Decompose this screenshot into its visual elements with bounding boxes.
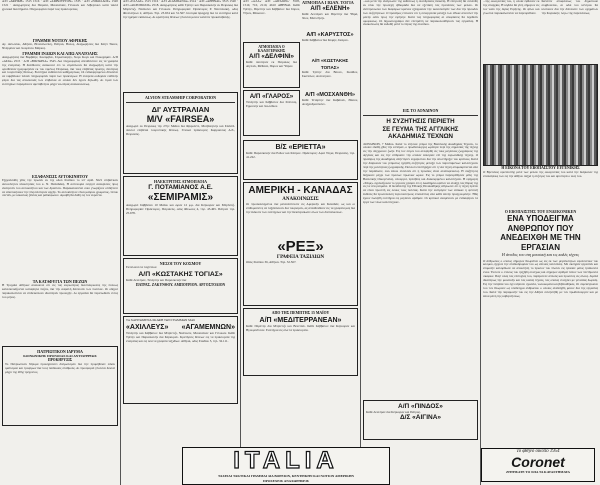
body-text: Τετάρτην και Σάββατον δια Σπέτσας, Ερμιόνην και Λεωνίδιον. bbox=[246, 100, 297, 108]
body-text: Αναχωρήσεις δια Βομβάην, Κολόμβον, Σιγκαπούρην, Χογκ Κογκ και Γιοκοχάμαν. Α/Π «ΑΣΙΑ» 2515 · Α/Π «ΒΙΚΤΩΡΙΑ» 3545. Δια πληροφορίας απευθυντέον εις τα γραφεία της εταιρείας. Η διεύθυνσις ανακοινοί ότι το ατμόπλοιον θα αναχωρήση κατά την ορισθείσαν ημερομηνίαν εκ του λιμένος Πειραιώς, δια τους επιβάτας πρώτης, δευτέρας και τουριστικής θέσεως. Εισιτήρια εκδίδονται καθημερινώς. Οι ενδιαφερόμενοι δύνανται να λαμβάνουν πάσαν πληροφορίαν παρά των πρακτόρων. Η εταιρεία ουδεμίαν ευθύνην φέρει δια τας αποσκευάς των επιβατών αι οποίαι δεν έχουν δηλωθή. Αι τιμαί των εισιτηρίων παραμένουν αμετάβλητοι μέχρι νεωτέρας ανακοινώσεως. bbox=[2, 54, 118, 87]
column-4 bbox=[361, 0, 480, 485]
body-text: Κάθε Τετάρτην δια Καβάλαν, Θάσον, Αλεξανδρούπολιν. bbox=[301, 98, 358, 106]
ship-name: Δ/Σ «ΑΙΓΙΝΑ» bbox=[399, 414, 441, 422]
ad-title: ΑΤΜΟΠΛΑ Ι ΙΩΑΝ. ΤΟΓΙΑ bbox=[301, 0, 354, 5]
notice-label: ΠΡΟΚΗΡΥΞΙΣ bbox=[47, 357, 73, 362]
body-text: Κάθε Παρασκευήν δια Ρόδον και Κύπρον. Πράκτορες: Αφοί Τόγια, Πειραιεύς, τηλ. 41.222. bbox=[246, 151, 355, 159]
ad-line: ΤΑΧΕΙΑΙ ΤΑΚΤΙΚΑΙ ΓΡΑΜΜΑΙ ΔΙΑ ΒΟΡΕΙΟΝ, ΚΕΝΤΡΙΚΗΝ ΚΑΙ ΝΟΤΙΟΝ ΑΜΕΡΙΚΗΝ bbox=[218, 474, 354, 478]
ad-title: ΑΜΕΡΙΚΗ - ΚΑΝΑΔΑΣ bbox=[248, 185, 353, 196]
ad-header: ALVION STEAMSHIP CORPORATION bbox=[144, 95, 217, 100]
article-heading: ΤΑ ΚΑΤΑΦΥΓΙΑ ΤΩΝ ΠΕΖΩΝ bbox=[32, 278, 88, 284]
glaros-advertisement bbox=[243, 90, 300, 136]
notice-title: ΠΑΤΡΙΩΤΙΚΟΝ ΙΔΡΥΜΑ bbox=[37, 348, 83, 354]
ship-name: Α/Π «ΜΟΣΧΑΝΘΗ» bbox=[305, 92, 355, 98]
ad-label: ΝΕΣΟΙ ΤΟΥ ΚΟΣΜΟΥ bbox=[159, 261, 202, 266]
notice-subtitle: ΚΟΙΝΩΝΙΚΗΣ ΠΡΟΝΟΙΑΣ ΚΑΙ ΑΝΤΙΛΗΨΕΩΣ bbox=[23, 353, 97, 358]
body-text: Κάθε Δευτέραν εκ Πειραιώς δια Αίγιναν, Μέθανα, Πόρον και Ύδραν. bbox=[246, 60, 297, 68]
ad-title: ΔΙ' ΑΥΣΤΡΑΛΙΑΝ bbox=[151, 105, 210, 114]
body-text: Κάθε Δευτέραν και Πέμπτην δια Ψαρά, Χίον, Μυτιλήνην. bbox=[301, 12, 358, 20]
article-title: ΑΚΑΔΗΜΙΑΣ ΤΕΧΝΩΝ bbox=[387, 133, 454, 140]
column-2 bbox=[121, 0, 240, 485]
article-headline: ΕΝΑ ΥΠΟΔΕΙΓΜΑ ΑΝΘΡΩΠΟΥ ΠΟΥ ΑΝΕΔΕΙΧΘΗ ΜΕ ΤΗΝ ΕΡΓΑΣΙΑΝ bbox=[500, 214, 581, 252]
article-title: Η ΣΥΖΗΤΗΣΙΣ ΠΕΡΙΕΤΗ bbox=[386, 118, 455, 125]
ship-name: Α/Π «ΜΕΔΙΤΕΡΡΑΝΕΑΝ» bbox=[259, 317, 342, 324]
coronet-advertisement bbox=[481, 448, 595, 482]
news-photo bbox=[483, 64, 598, 166]
achilleus-advertisement bbox=[123, 316, 238, 404]
ship-name: «ΑΓΑΜΕΜΝΩΝ» bbox=[181, 323, 235, 331]
column-5 bbox=[481, 0, 600, 485]
ad-line: ΖΗΤΗΣΑΤΕ ΤΟ ΣΠΑ ΤΑ ΚΑΤΑΣΤΗΜΑΤΑ bbox=[505, 470, 571, 474]
body-text: Εκτελούσι τα ταχύπλοα bbox=[126, 265, 157, 269]
ship-name: «ΑΧΙΛΛΕΥΣ» bbox=[126, 323, 169, 331]
ship-name: M/V «FAIRSEA» bbox=[146, 114, 215, 124]
line-notice: ΓΡΑΜΜΗ ΙΝΔΙΩΝ ΚΑΙ ΑΠΩ ΑΝΑΤΟΛΗΣ bbox=[22, 50, 98, 56]
ship-name: Α/Π «ΚΑΡΥΣΤΟΣ» bbox=[306, 32, 354, 38]
ship-name: Α/Π «ΓΛΑΡΟΣ» bbox=[249, 93, 294, 100]
ship-name: Α/Π «ΠΙΝΔΟΣ» bbox=[398, 402, 443, 410]
body-text: Το Πατριωτικόν Ίδρυμα προκηρύσσει διαγωνισμόν δια την προμήθειαν ειδών ιματισμού και τροφίμων δια τους παιδικούς σταθμούς. Αι προσφοραί γίνονται δεκταί μέχρι της 20ής τρέχοντος. bbox=[5, 361, 115, 374]
ship-name: Α/Π «ΚΩΣΤΑΚΗΣ ΤΟΓΙΑΣ» bbox=[138, 270, 223, 278]
alvion-advertisement bbox=[123, 92, 238, 174]
erietta-advertisement bbox=[243, 140, 358, 180]
ship-name: «ΣΕΜΙΡΑΜΙΣ» bbox=[147, 192, 214, 203]
body-text: ...και μετά την ανάγνωσιν της εκθέσεως η συνεδρίασις διεκόπη. Η επιτροπή θα συνέλθη εκ νέου την προσεχή εβδομάδα δια να εξετάση τας προτάσεις των μελών. Οι αντιπρόσωποι των διαφόρων κρατών εξέφρασαν την ικανοποίησίν των δια την πρόοδον των συζητήσεων. Ο πρόεδρος ετόνισεν ότι η συνεργασία μεταξύ των εθνών αποτελεί την μόνην οδόν προς την ειρήνην. Κατά τας πληροφορίας αι αποφάσεις θα ληφθούν ομοφώνως. Οι δημοσιογράφοι δεν επετράπη να παρακολουθήσουν τας εργασίας. Η ανακοίνωσις θα εκδοθή μετά το πέρας της συνόδου. bbox=[363, 0, 478, 27]
body-text: Α/Π «ΑΦΡΙΚΗ» 1515 1516 · Α/Π «ΑΜΒΟΥΡΓΟΝ» 1535 · Α/Π «ΝΙΚΟΛΑΟΣ» 1520 1521 · Αναχωρήσεις δια Πειραιά, Μασσαλίαν, Γένουαν και Λίβερπουλ κατά τακτά χρονικά διαστήματα. Πληροφορίαι παρά τοις πρακτορείοις. bbox=[2, 0, 118, 11]
ad-label: ΑΠΟ ΤΗΣ ΠΕΜΠΤΗΣ 15 ΜΑΪΟΥ bbox=[271, 311, 330, 315]
body-text: ...της οικογενείας του, η οποία έφθασεν εκ της επαρχίας. Η κηδεία θα γίνη σήμερον εις τον ναόν της Αγίας Ειρήνης. Οι φίλοι και γνωστοί παρακαλούνται να παρευρεθούν. bbox=[483, 0, 540, 15]
ad-subtitle: ΓΡΑΦΕΙΑ ΤΑΞΙΔΙΩΝ bbox=[276, 255, 325, 260]
body-text: Αγ. Αντωνίου, Αθήναι, Θεσσαλονίκη, Πάτραι, Βόλος, Αναχωρήσεις δια Κέηπ Τάουν, Ντάρμπαν και Λουρένσο Μάρκες. bbox=[2, 42, 118, 50]
article-kicker: Ο ΕΒΟΠΑΙΣΤΗΣ ΤΟΥ ΕΝΔΕΚΟΝΙΚΕΝ bbox=[504, 209, 577, 214]
article-kicker: ΕΙΣ ΤΟ ΛΟΝΔΙΝΟΝ bbox=[402, 108, 439, 113]
body-text: Ο Βρετανός εφοπλιστής μετά των μελών της οικογενείας του κατά την διάρκειαν της επισκέψεώς των εις την Αθήνα. Δεξιά η σύζυγός του και αριστερά ο υιός του. bbox=[483, 170, 598, 178]
ship-name: Β/Σ «ΕΡΙΕΤΤΑ» bbox=[275, 144, 326, 151]
body-text: Κάθε Πέμπτην δια Μπρίντιζι και Βενετίαν. Κάθε Σάββατον δια Κέρκυραν και Ηγουμενίτσαν. Εισιτήρια εις όλα τα πρακτορεία. bbox=[246, 324, 355, 332]
delfini-advertisement bbox=[243, 42, 300, 88]
ad-subtitle: ΑΝΑΚΟΙΝΩΣΙΣ bbox=[282, 197, 319, 202]
article-heading: ΕΞΑΦΑΝΙΣΙΣ ΑΥΤΟΚΙΝΗΤΟΥ bbox=[32, 173, 88, 179]
mediterranean-advertisement bbox=[243, 308, 358, 376]
italia-advertisement bbox=[182, 447, 390, 485]
ad-line: Το φθηνό οικόπο 1954 bbox=[516, 449, 560, 454]
body-text: ΤΑ ΧΑΡΙΤΩΜΕΝΑ ΣΚΑΦΗ ΤΩΝ ΓΡΑΜΜΩΝ ΜΑΣ bbox=[126, 318, 196, 322]
body-text: Οι προσκεκλημένοι δια μετανάστευσιν εις Αμερικήν και Καναδάν, ως και οι επιθυμούντες να ταξιδεύσουν δια τουρισμόν, ας απευθυνθούν εις τα γραφεία μας δια την έκδοσιν των εισιτηρίων και την διεκπεραίωσιν όλων των διατυπώσεων. bbox=[246, 202, 355, 214]
body-text: Αναχωρεί Σάββατον 10 Μαΐου και ώραν 12 μ.μ. δια Κέρκυραν και Μπρίντιζι. Πληροφορίαι: Πράκτορες, Πειραιεύς, οδός Φίλωνος 4, τηλ. 45.465. Πάτραι: τηλ. 25.678. bbox=[126, 203, 235, 215]
body-text: Κάθε Σάββατον δια Κύμην, Σκύρον. bbox=[301, 38, 349, 42]
company-name: Γ. ΠΟΤΑΜΙΑΝΟΣ Α.Ε. bbox=[148, 184, 213, 191]
company-name: «ΡΕΞ» bbox=[277, 238, 324, 255]
kostakis-advertisement bbox=[123, 258, 238, 314]
body-text: Τετάρτην και Σάββατον δια Μπρίντιζι, Νεάπολιν, Μασσαλίαν και Γένουαν. Κάθε Τρίτην και Παρασκευήν δια Κέρκυραν. Κρατήσεις θέσεων εις τα πρακτορεία της εταιρείας και εις όλα τα γραφεία ταξιδίων. Αθήναι, οδός Σταδίου 5, τηλ. 32.111. bbox=[126, 330, 235, 343]
ad-label: ΗΛΕΚΤΡΙΤΗΣ ΑΤΜΟΠΛΟΙΑ bbox=[154, 179, 207, 184]
body-text: Κάθε Τρίτην δια Βόλον, Σκιάθον, Σκόπελον, Αλόννησον. bbox=[301, 70, 358, 78]
body-text: Οδός Σταδίου 36, Αθήναι. Τηλ. 32.567. bbox=[246, 260, 297, 264]
body-text: Αναχωρεί εκ Πειραιώς την 27ην Μαΐου δια Φρεμάντλ, Μελβούρνην και Σύδνεϋ. Δεκτοί επιβάται τουριστικής θέσεως. Γενικοί πράκτορες: Καρρασσας Α.Ε., Πειραιεύς. bbox=[126, 124, 235, 136]
pindos-advertisement bbox=[363, 400, 478, 440]
column-1 bbox=[0, 0, 120, 485]
divider bbox=[126, 102, 235, 103]
ship-name: Α/Π «ΚΩΣΤΑΚΗΣ ΤΟΠΑΣ» bbox=[311, 58, 349, 70]
body-text: Κάθε Δευτέραν, Τετάρτην και Παρασκευήν δια bbox=[126, 277, 187, 282]
coronet-logo: Coronet bbox=[511, 454, 565, 470]
potamianos-advertisement bbox=[123, 176, 238, 256]
america-canada-advertisement bbox=[243, 182, 358, 306]
divider bbox=[363, 115, 478, 116]
ship-name: Α/Π «ΔΕΛΦΙΝΙ» bbox=[249, 53, 294, 60]
body-text: Η Τροχαία Αθηνών ανακοινοί ότι εις τας κυριωτέρας διασταυρώσεις της πόλεως κατασκευάζονται καταφύγια πεζών, δια την ασφαλή διέλευσιν των πολιτών. Οι οδηγοί παρακαλούνται να επιδεικνύουν ιδιαιτέραν προσοχήν. Αι εργασίαι θα περατωθούν εντός του μηνός. bbox=[2, 282, 118, 299]
article-deck: Η άνοδος του στη μουσική και τις καλές τέχνες bbox=[501, 252, 580, 257]
body-text: Κάθε Δευτέραν δια Κέρκυραν και Πάτρας. bbox=[366, 409, 421, 414]
ad-line: ΠΡΟΣΕΧΕΙΣ ΑΝΑΧΩΡΗΣΕΙΣ bbox=[263, 478, 309, 483]
ship-name: Α/Π «ΕΛΕΝΗ» bbox=[310, 6, 350, 12]
route: ΠΑΤΡΑΣ. ΖΑΚΥΝΘΟΥ. ΑΜΠΟΥΡΙΟΝ. ΑΡΓΟΣΤΟΛΙΟΝ bbox=[135, 282, 226, 287]
italia-logo: ITALIA bbox=[233, 447, 339, 474]
body-text: ΛΟΝΔΙΝΟΝ, 7 Μαΐου. Κατά το ετήσιον γεύμα της Βασιλικής Ακαδημίας Τεχνών, το οποίον εδόθη χθες την εσπέραν, ο πρωθυπουργός ωμίλησε περί της σημασίας της τέχνης εις την σύγχρονον ζωήν. Εις τον λόγον του ανεφέρθη εις τους μεγάλους ζωγράφους της Αγγλίας και εις την επίδρασιν την οποίαν άσκησαν επί της ευρωπαϊκής τέχνης. Ο πρόεδρος της Ακαδημίας απήντησεν ευχαριστών δια την υποστήριξιν του κράτους. Κατά την διάρκειαν του γεύματος ηγέρθη συζήτησις μεταξύ των παρισταμένων καλλιτεχνών περί της μοντέρνας ζωγραφικής. Πολλοί υπεστήριξαν ότι η νέα τέχνη απομακρύνεται από την παράδοσιν, ενώ άλλοι ετόνισαν ότι η πρόοδος είναι αναπόφευκτος. Η συζήτησις διήρκεσε μέχρι των πρώτων πρωινών ωρών. Εις το γεύμα παρευρέθησαν μέλη της Βασιλικής Οικογενείας, υπουργοί, πρέσβεις και διακεκριμένοι καλλιτέχναι. Η εφημερίς «Τάιμς» σχολιάζουσα το γεγονός γράφει ότι η Ακαδημία οφείλει να ανοίξη τας θύρας της εις τα νέα ρεύματα. Ο διευθυντής της Εθνικής Πινακοθήκης εδήλωσεν ότι η τέχνη πρέπει να είναι προσιτή εις όλους τους πολίτας. Κατά την εκτίμησιν των ειδικών η φετεινή έκθεσις θα προσελκύση περισσοτέρους επισκέπτας από κάθε άλλην προηγουμένην. Ήδη έχουν πωληθή εισιτήρια εις μεγάλον αριθμόν. Οι κριτικοί αναμένουν με ενδιαφέρον τα έργα των νέων καλλιτεχνών. bbox=[363, 141, 478, 205]
line-notice: ΓΡΑΜΜΗ ΝΟΤΙΟΥ ΑΦΡΙΚΗΣ bbox=[32, 38, 88, 43]
body-text: Α/Π «ΕΛΛΑΣ» 1515 1516 · Α/Π «ΚΑΜΠΑΝΙΑ» 2514 · Α/Π «ΑΘΗΝΑΙ» 3515 1520 · Α/Π «ΑΚΡΟΠΟΛΙΣ» 2518. Αναχωρήσεις κάθε Τρίτην και Παρασκευήν εκ Πειραιώς δια Μπρίντιζι, Νεάπολιν και Γένουαν. Πληροφορίαι: Πράκτορες Ρ. Ναυτιλιακή, οδός Φιλελλήνων 2, Αθήναι. Τηλ. 23.654 και 31.567. Ισοτιμία δραχμής δια τα εισιτήρια κατά την ημέραν εκδόσεως. Αι κρατήσεις θέσεων γίνονται μόνον κατόπιν προκαταβολής. bbox=[123, 0, 238, 19]
photo-caption: Η ΕΙΚΟΝΑ ΤΟΥ ΕΒΟΠΑΙΣΤΟΥ ΕΥΓΕΝΙΚΗΣ bbox=[501, 166, 580, 170]
ad-label: ΑΤΜΟΠΛΟΙΑ Ο ΚΑΛΟΓΕΡΑΚΗΣ bbox=[257, 45, 286, 53]
column-3 bbox=[241, 0, 360, 485]
body-text: Εξηφανίσθη χθες την πρωίαν εκ της οδού Σταδίου το υπ' αριθ. 5621 επιβατικόν αυτοκίνητον ιδιοκτησίας του κ. Ν. Παπαδάκη. Η αστυνομία ενεργεί ανακρίσεις προς ανεύρεσιν του αυτοκινήτου και των δραστών. Παρακαλούνται όσοι γνωρίζουν οτιδήποτε να ειδοποιήσουν την πλησιέστεραν αρχήν. Το αυτοκίνητον είναι μαύρου χρώματος, τύπου σεντάν, με κόκκινας ζάντας και ραδιόφωνον. Αμοιβή θα δοθή εις τον ευρόντα. bbox=[2, 177, 118, 198]
article-title: ΣΕ ΓΕΥΜΑ ΤΗΣ ΑΓΓΛΙΚΗΣ bbox=[382, 125, 459, 133]
foundation-notice bbox=[2, 346, 118, 426]
body-text: Α/Π «ΑΛΑ»· Α/Π «ΑΙΓΑΙΟΝ»· 5505, 1510, 710, 2110, 4610 ΑΘΗΝΑΙ. Κάθε Τρίτην, Πέμπτην και Σάββατον δια Σύρον, Τήνον, Μύκονον. bbox=[243, 0, 300, 15]
body-text: Κατόπιν αποφάσεως του δημοτικού συμβουλίου, αι οδοί του κέντρου θα κλείσουν δια την διέλευσιν των οχημάτων την Κυριακήν, λόγω της παρελάσεως. bbox=[541, 0, 598, 15]
body-text: Ο άνθρωπος ο οποίος σήμερον θεωρείται ως εις εκ των μεγαλυτέρων εφοπλιστών του κόσμου, ήρχισε την σταδιοδρομίαν του ως απλούς ναυτόπαις. Με σκληράν εργασίαν και επιμονήν κατώρθωσε να αποκτήση το πρώτον του πλοίον εις ηλικίαν μόλις τριάκοντα ετών. Έκτοτε ο στόλος του ηυξήθη συνεχώς και σήμερον αριθμεί πλέον των πεντήκοντα σκαφών. Παρ' όλας τας επιτυχίας του, παρέμεινεν απλούς και προσιτός εις όλους. Αγαπά ιδιαιτέρως την μουσικήν και τας καλάς τέχνας, τας οποίας ενισχύει με γενναίας δωρεάς. Εις την πατρίδα του έχει ιδρύσει σχολεία, νοσοκομεία και βιβλιοθήκας. Οι συμπατριώται του τον θεωρούν ως υπόδειγμα ανθρώπου ο οποίος ανεδείχθη μόνον δια της εργασίας του. Κατά την παραμονήν του εις την Αθήνα συνηντήθη με τον πρωθυπουργόν και με άλλα μέλη της κυβερνήσεως. bbox=[483, 258, 598, 298]
